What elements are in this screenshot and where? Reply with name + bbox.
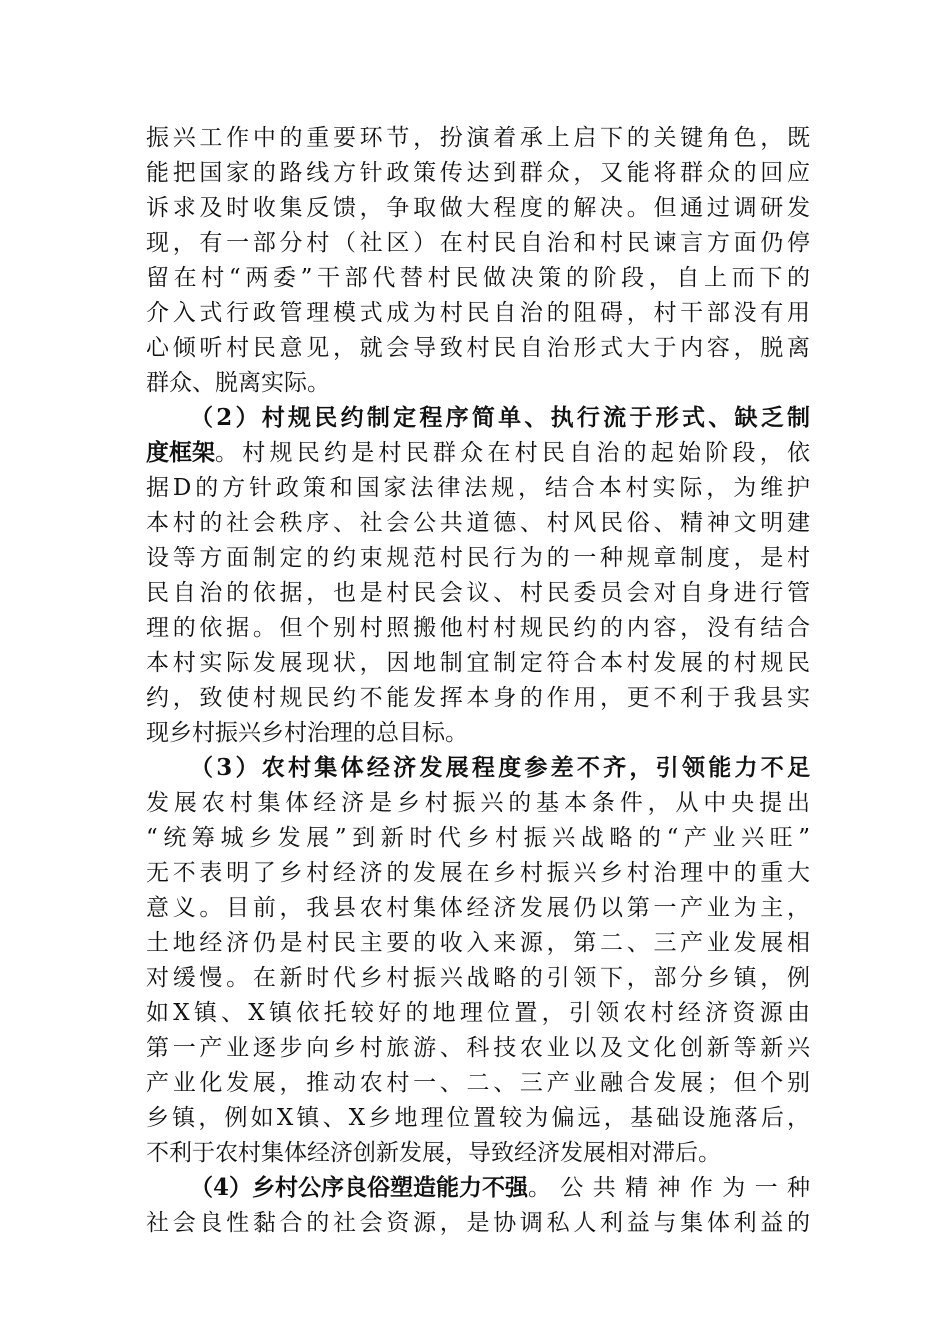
- paragraph-line: [146, 433, 810, 473]
- paragraph-text: 。村规民约是村民群众在村民自治的起始阶段，依: [215, 440, 810, 466]
- paragraph-line: 振兴工作中的重要环节，扮演着承上启下的关键角色，既: [146, 125, 810, 151]
- paragraph-line: 产业化发展，推动农村一、二、三产业融合发展；但个别: [146, 1070, 810, 1096]
- paragraph-line: 现，有一部分村（社区）在村民自治和村民谏言方面仍停: [146, 230, 810, 256]
- paragraph-line: 介入式行政管理模式成为村民自治的阻碍，村干部没有用: [146, 300, 810, 326]
- paragraph-line: 第一产业逐步向乡村旅游、科技农业以及文化创新等新兴: [146, 1035, 810, 1061]
- paragraph-line: 留在村“两委”干部代替村民做决策的阶段，自上而下的: [146, 265, 810, 291]
- paragraph-line: [190, 1168, 810, 1208]
- paragraph-line: 据D的方针政策和国家法律法规，结合本村实际，为维护: [146, 475, 810, 501]
- paragraph-line: 设等方面制定的约束规范村民行为的一种规章制度，是村: [146, 545, 810, 571]
- paragraph-line: 不利于农村集体经济创新发展，导致经济发展相对滞后。: [146, 1140, 721, 1166]
- paragraph-line: 对缓慢。在新时代乡村振兴战略的引领下，部分乡镇，例: [146, 965, 810, 991]
- paragraph-line: 能把国家的路线方针政策传达到群众，又能将群众的回应: [146, 160, 810, 186]
- paragraph-line: 现乡村振兴乡村治理的总目标。: [146, 720, 468, 746]
- paragraph-line: 理的依据。但个别村照搬他村村规民约的内容，没有结合: [146, 615, 810, 641]
- paragraph-line: 社会良性黏合的社会资源，是协调私人利益与集体利益的: [146, 1210, 810, 1236]
- section-heading-2-continued: 度框架: [146, 439, 215, 466]
- paragraph-line: 群众、脱离实际。: [146, 370, 330, 396]
- paragraph-line: 诉求及时收集反馈，争取做大程度的解决。但通过调研发: [146, 195, 810, 221]
- section-heading-2: （2）村规民约制定程序简单、执行流于形式、缺乏制: [190, 404, 810, 431]
- section-heading-4: （4）乡村公序良俗塑造能力不强: [190, 1174, 529, 1201]
- section-heading-3: （3）农村集体经济发展程度参差不齐，引领能力不足: [190, 754, 810, 781]
- paragraph-line: 民自治的依据，也是村民会议、村民委员会对自身进行管: [146, 580, 810, 606]
- paragraph-text: 。公共精神作为一种: [528, 1175, 810, 1201]
- paragraph-line: 心倾听村民意见，就会导致村民自治形式大于内容，脱离: [146, 335, 810, 361]
- paragraph-line: 如X镇、X镇依托较好的地理位置，引领农村经济资源由: [146, 1000, 810, 1026]
- paragraph-line: 土地经济仍是村民主要的收入来源，第二、三产业发展相: [146, 930, 810, 956]
- paragraph-line: 本村的社会秩序、社会公共道德、村风民俗、精神文明建: [146, 510, 810, 536]
- paragraph-line: 发展农村集体经济是乡村振兴的基本条件，从中央提出: [146, 790, 810, 816]
- paragraph-line: 本村实际发展现状，因地制宜制定符合本村发展的村规民: [146, 650, 810, 676]
- paragraph-line: “统筹城乡发展”到新时代乡村振兴战略的“产业兴旺”: [146, 825, 810, 851]
- paragraph-line: 约，致使村规民约不能发挥本身的作用，更不利于我县实: [146, 685, 810, 711]
- paragraph-line: 无不表明了乡村经济的发展在乡村振兴乡村治理中的重大: [146, 860, 810, 886]
- paragraph-line: 意义。目前，我县农村集体经济发展仍以第一产业为主，: [146, 895, 810, 921]
- paragraph-line: 乡镇，例如X镇、X乡地理位置较为偏远，基础设施落后，: [146, 1105, 810, 1131]
